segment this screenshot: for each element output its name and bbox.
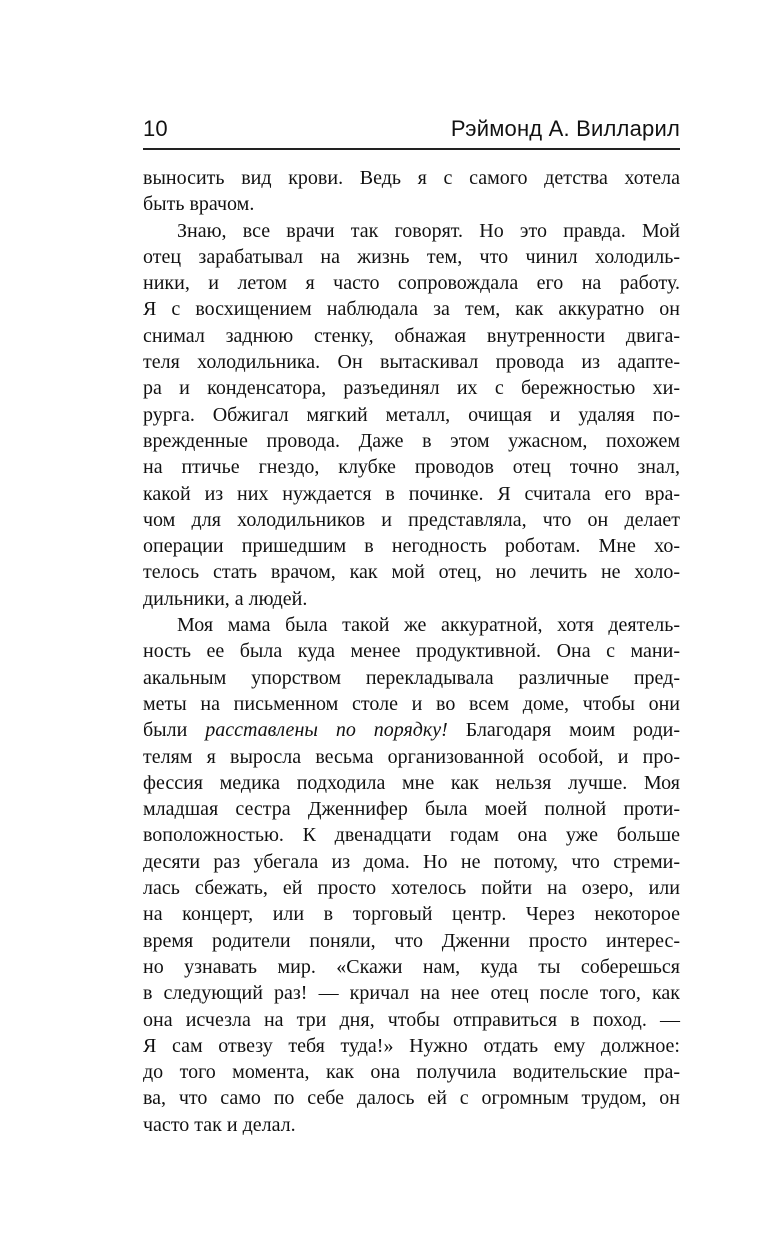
text-line: ва, что само по себе далось ей с огромным трудом, он [143, 1087, 680, 1110]
text-line: ра и конденсатора, разъединял их с бережностью хи- [143, 377, 680, 400]
text-line: телям я выросла весьма организованной особой, и про- [143, 745, 680, 768]
text-line: Я сам отвезу тебя туда!» Нужно отдать ему должное: [143, 1034, 680, 1057]
text-line: отец зарабатывал на жизнь тем, что чинил холодиль- [143, 245, 680, 268]
text-line: фессия медика подходила мне как нельзя лучше. Моя [143, 771, 680, 794]
text-line: время родители поняли, что Дженни просто интерес- [143, 929, 680, 952]
text-line: меты на письменном столе и во всем доме, чтобы они [143, 692, 680, 715]
text-line: воположностью. К двенадцати годам она уже больше [143, 824, 680, 847]
book-author: Рэймонд А. Вилларил [450, 116, 680, 141]
text-line: часто так и делал. [143, 1113, 296, 1136]
text-line: врежденные провода. Даже в этом ужасном, похожем [143, 429, 680, 452]
text-line: десяти раз убегала из дома. Но не потому, что стреми- [143, 850, 680, 873]
text-line: до того момента, как она получила водительские пра- [143, 1061, 680, 1084]
body-text [143, 165, 680, 1138]
text-line: в следующий раз! — кричал на нее отец после того, как [143, 982, 680, 1005]
text-line: ность ее была куда менее продуктивной. Она с мани- [143, 640, 680, 663]
text-line: выносить вид крови. Ведь я с самого детства хотела [143, 167, 680, 189]
text-line-with-italic [143, 717, 680, 743]
text-line: на птичье гнездо, клубке проводов отец точно знал, [143, 456, 680, 479]
text-line: чом для холодильников и представляла, что он делает [143, 508, 680, 531]
text-line: быть врачом. [143, 193, 255, 216]
italic-phrase: расставлены по порядку! [205, 719, 448, 742]
text-line: какой из них нуждается в починке. Я считала его вра- [143, 482, 680, 505]
text-line: операции пришедшим в негодность роботам. Мне хо- [143, 535, 680, 558]
paragraph-first-line: Моя мама была такой же аккуратной, хотя деятель- [177, 614, 680, 637]
text-line: ники, и летом я часто сопровождала его на работу. [143, 272, 680, 295]
line-text: были [143, 719, 206, 742]
text-line: дильники, а людей. [143, 587, 308, 610]
text-line: телось стать врачом, как мой отец, но лечить не холо- [143, 561, 680, 584]
running-header [143, 112, 680, 150]
text-line: Я с восхищением наблюдала за тем, как аккуратно он [143, 298, 680, 321]
page-number: 10 [143, 116, 168, 141]
text-line: рурга. Обжигал мягкий металл, очищая и удаляя по- [143, 403, 680, 426]
text-line: акальным упорством перекладывала различные пред- [143, 666, 680, 689]
text-line: она исчезла на три дня, чтобы отправиться в поход. — [143, 1008, 680, 1031]
text-line: лась сбежать, ей просто хотелось пойти на озеро, или [143, 877, 680, 900]
text-line: снимал заднюю стенку, обнажая внутренности двига- [143, 324, 680, 347]
line-text: Благодаря моим роди- [447, 719, 680, 742]
text-line: младшая сестра Дженнифер была моей полной проти- [143, 798, 680, 821]
text-line: теля холодильника. Он вытаскивал провода из адапте- [143, 351, 680, 374]
text-line: но узнавать мир. «Скажи нам, куда ты соберешься [143, 955, 680, 978]
text-line: на концерт, или в торговый центр. Через некоторое [143, 903, 680, 926]
paragraph-first-line: Знаю, все врачи так говорят. Но это правда. Мой [177, 219, 680, 242]
